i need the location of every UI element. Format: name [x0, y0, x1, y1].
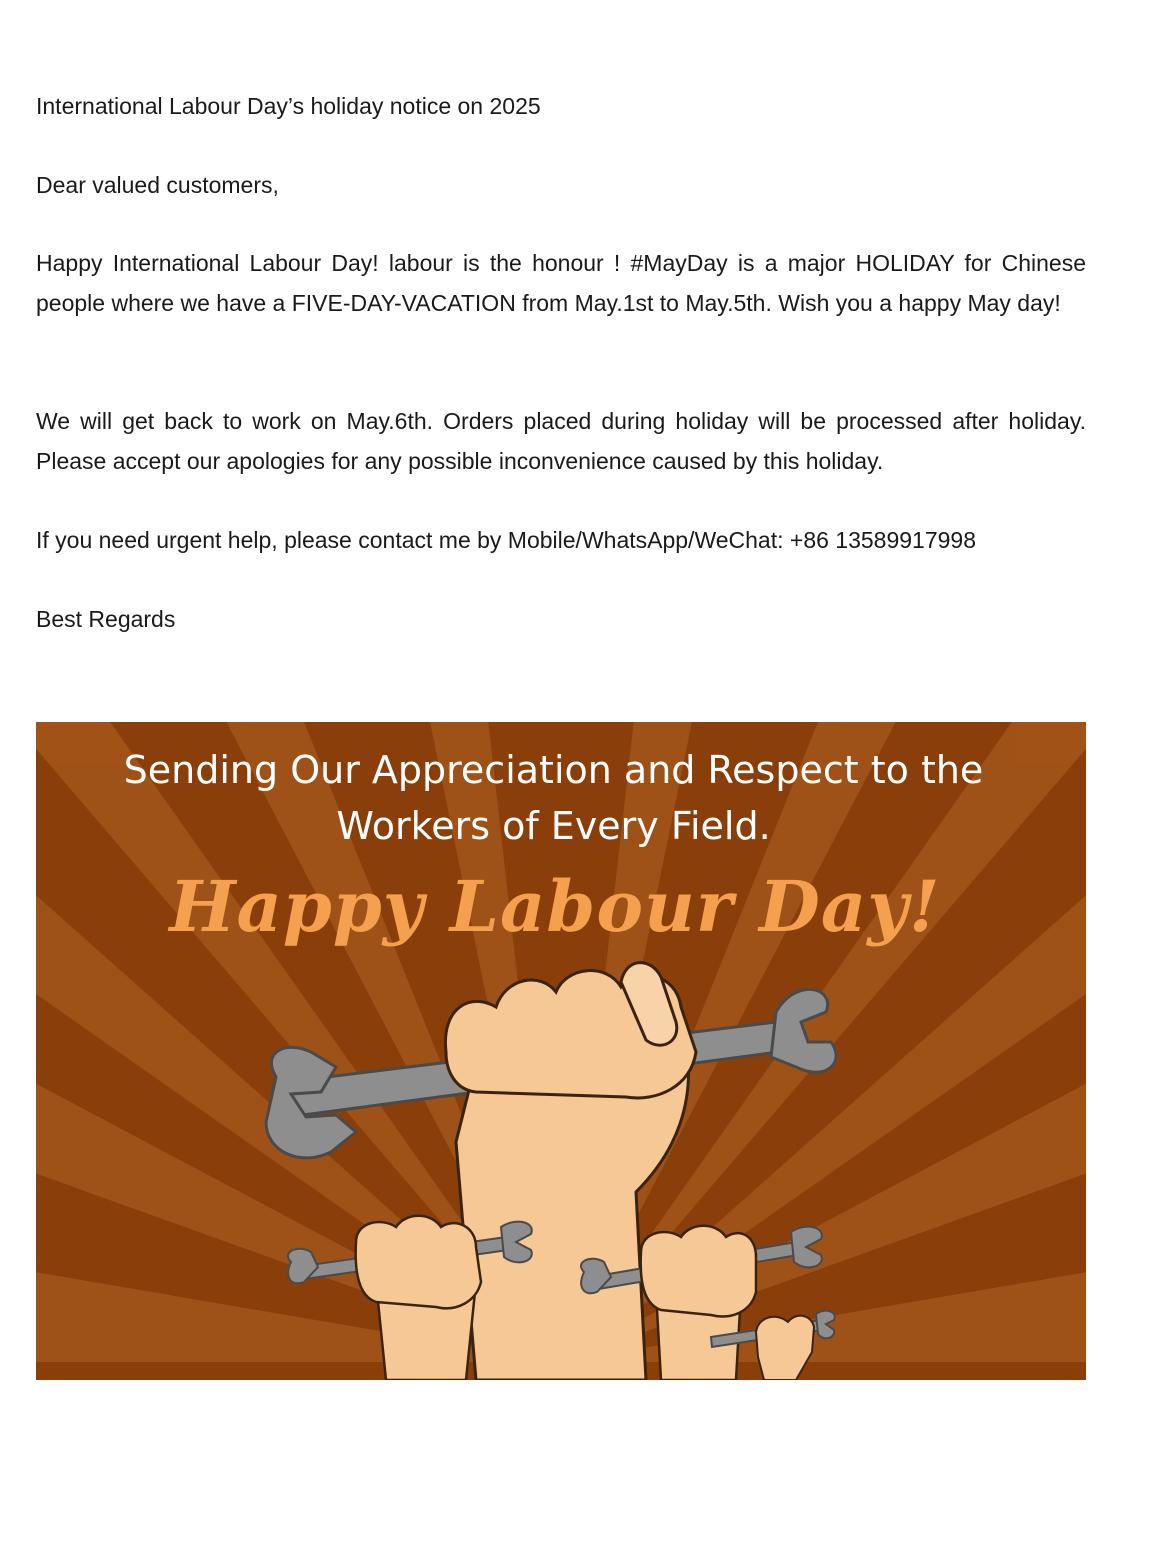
- notice-title: International Labour Day’s holiday notice on 2025: [36, 93, 541, 119]
- contact-line: If you need urgent help, please contact me by Mobile/WhatsApp/WeChat: +86 13589917998: [36, 527, 977, 553]
- return-paragraph: We will get back to work on May.6th. Orders placed during holiday will be processed after holiday. Please accept our apologies for any possible inconvenience caused by this holiday.: [36, 408, 1086, 474]
- labour-day-banner: [36, 722, 1086, 1380]
- left-small-fist-icon: [356, 1216, 481, 1380]
- right-small-fist-icon: [641, 1226, 756, 1380]
- headline-line-2: Workers of Every Field.: [336, 804, 771, 848]
- tiny-fist-icon: [756, 1316, 814, 1380]
- closing-line: Best Regards: [36, 606, 176, 632]
- headline-line-1: Sending Our Appreciation and Respect to the: [123, 748, 984, 792]
- raised-fists-illustration: [36, 722, 1086, 1380]
- greeting-line: Dear valued customers,: [36, 172, 279, 198]
- happy-labour-day-greeting: Happy Labour Day!: [169, 865, 941, 948]
- holiday-paragraph: Happy International Labour Day! labour is the honour ! #MayDay is a major HOLIDAY for Chinese people where we have a FIVE-DAY-VACATION from May.1st to May.5th. Wish you a happy May day!: [36, 250, 1086, 316]
